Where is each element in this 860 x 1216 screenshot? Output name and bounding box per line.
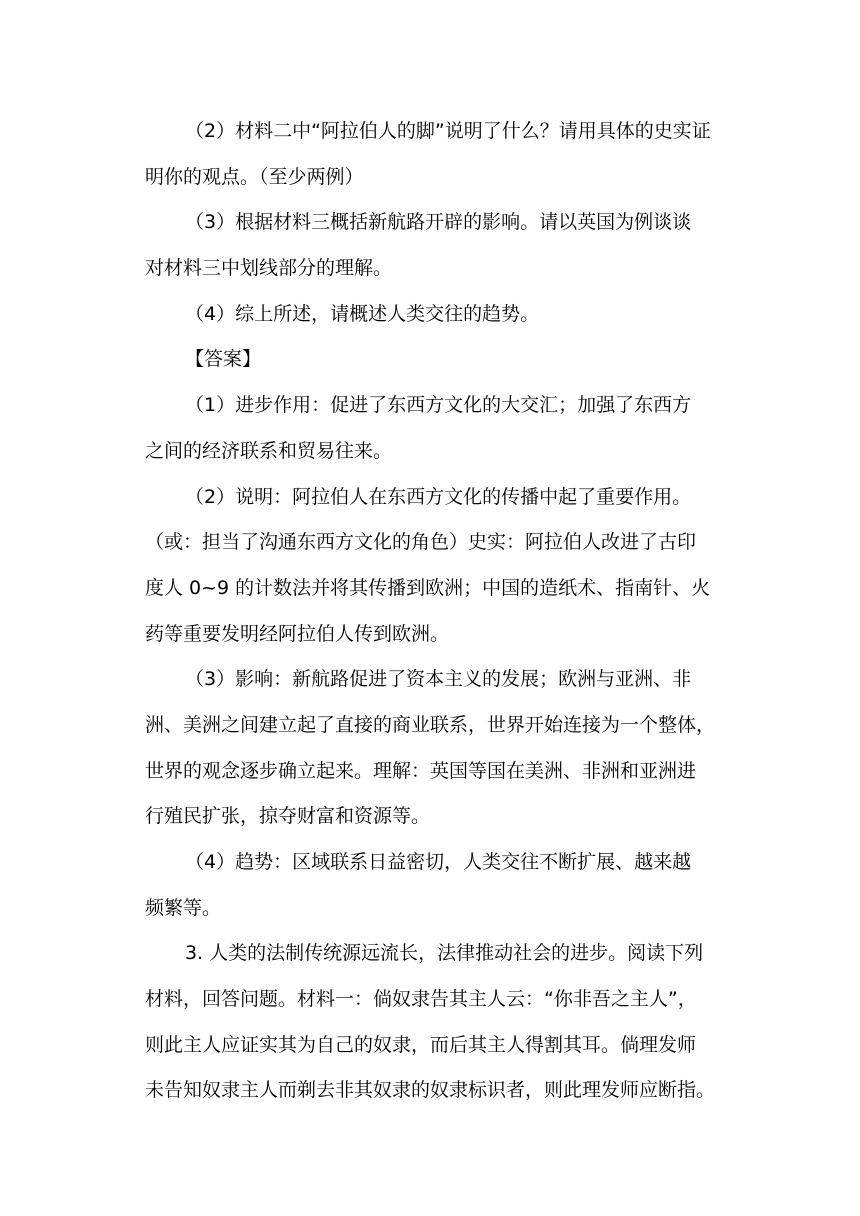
text-line: 世界的观念逐步确立起来。理解：英国等国在美洲、非洲和亚洲进 [145, 759, 697, 782]
question-3-line: 3. 人类的法制传统源远流长，法律推动社会的进步。阅读下列 [185, 942, 704, 965]
text-line: 药等重要发明经阿拉伯人传到欧洲。 [145, 622, 450, 645]
document-body [145, 109, 717, 1114]
answer-heading: 【答案】 [185, 348, 262, 371]
text-line: 未告知奴隶主人而剃去非其奴隶的奴隶标识者，则此理发师应断指。 [145, 1079, 716, 1102]
text-line: 洲、美洲之间建立起了直接的商业联系，世界开始连接为一个整体， [145, 713, 716, 736]
text-line: 度人 0~9 的计数法并将其传播到欧洲；中国的造纸术、指南针、火 [145, 576, 711, 599]
text-line: 频繁等。 [145, 896, 222, 919]
text-line: 行殖民扩张，掠夺财富和资源等。 [145, 805, 431, 828]
text-line: （或：担当了沟通东西方文化的角色）史实：阿拉伯人改进了古印 [145, 531, 697, 554]
text-line: 材料，回答问题。材料一：倘奴隶告其主人云：“你非吾之主人”， [145, 988, 697, 1011]
text-line: 之间的经济联系和贸易往来。 [145, 439, 393, 462]
text-line: 对材料三中划线部分的理解。 [145, 257, 393, 280]
text-line: （3）影响：新航路促进了资本主义的发展；欧洲与亚洲、非 [185, 668, 692, 691]
text-line: （4）趋势：区域联系日益密切，人类交往不断扩展、越来越 [185, 851, 692, 873]
text-line: （2）说明：阿拉伯人在东西方文化的传播中起了重要作用。 [185, 485, 692, 508]
text-line: （3）根据材料三概括新航路开辟的影响。请以英国为例谈谈 [185, 211, 692, 234]
text-line: 则此主人应证实其为自己的奴隶，而后其主人得割其耳。倘理发师 [145, 1033, 697, 1056]
text-line: （2）材料二中“阿拉伯人的脚”说明了什么？请用具体的史实证 [185, 120, 711, 142]
text-line: （4）综上所述，请概述人类交往的趋势。 [185, 302, 540, 325]
text-line: （1）进步作用：促进了东西方文化的大交汇；加强了东西方 [185, 394, 692, 417]
text-line: 明你的观点。（至少两例） [145, 165, 364, 188]
